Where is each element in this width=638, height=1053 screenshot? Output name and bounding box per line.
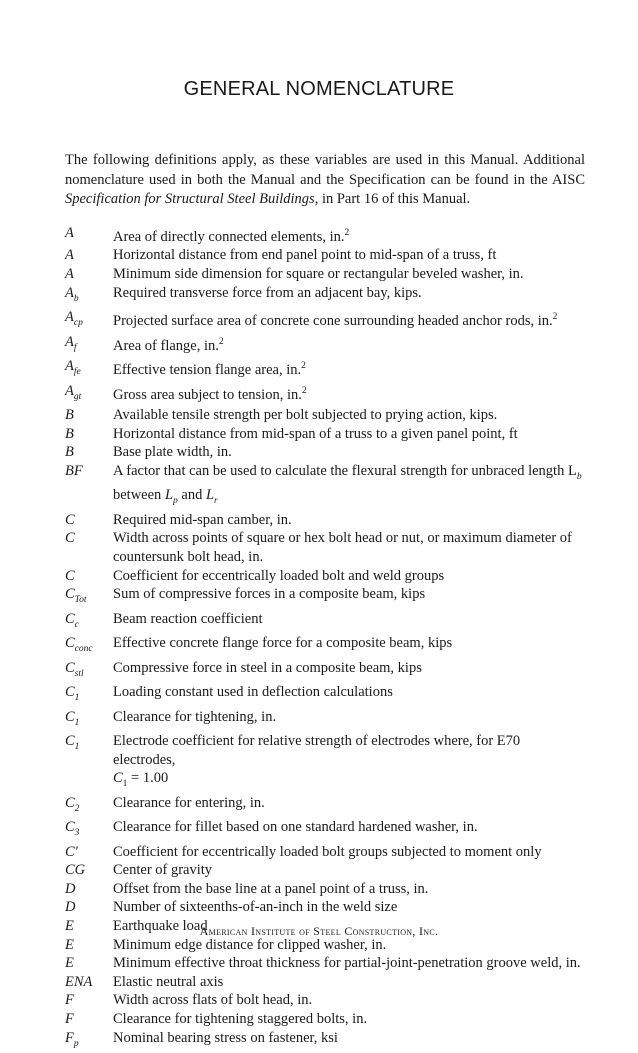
- symbol-letter: A: [65, 225, 74, 241]
- list-item: [65, 333, 585, 357]
- symbol-letter: D: [65, 880, 76, 897]
- symbol-subscript: 3: [74, 828, 80, 839]
- superscript: 2: [301, 361, 306, 372]
- symbol: [65, 425, 113, 444]
- symbol-letter: A: [65, 309, 74, 326]
- definition-text: and: [177, 487, 206, 504]
- symbol-letter: C: [65, 794, 75, 811]
- definition-text: Area of directly connected elements, in.: [113, 228, 345, 245]
- definition: Loading constant used in deflection calculations: [113, 684, 393, 701]
- list-item: [65, 462, 585, 511]
- definition: Required mid-span camber, in.: [113, 511, 292, 528]
- list-item: [65, 708, 585, 732]
- symbol: [65, 443, 113, 462]
- symbol: [65, 843, 113, 862]
- symbol-subscript: cp: [73, 317, 83, 328]
- definition: Required transverse force from an adjacent bay, kips.: [113, 284, 422, 301]
- list-item: [65, 585, 585, 609]
- list-item: [65, 265, 585, 284]
- symbol: [65, 991, 113, 1010]
- list-item: [65, 1010, 585, 1029]
- intro-text-2: , in Part 16 of this Manual.: [314, 191, 471, 207]
- symbol: [65, 406, 113, 425]
- symbol-letter: A: [65, 247, 74, 264]
- symbol-letter: C: [65, 635, 75, 652]
- symbol: [65, 265, 113, 284]
- list-item: [65, 843, 585, 862]
- symbol: [65, 1010, 113, 1029]
- definition: Earthquake load: [113, 918, 208, 935]
- list-item: [65, 973, 585, 992]
- definition: Available tensile strength per bolt subjected to prying action, kips.: [113, 407, 498, 424]
- symbol-subscript: 1: [74, 717, 80, 728]
- symbol-subscript: conc: [74, 644, 93, 655]
- symbol: [65, 382, 113, 406]
- list-item: [65, 224, 585, 246]
- definition: Compressive force in steel in a composite beam, kips: [113, 659, 422, 676]
- symbol-letter: CG: [65, 862, 86, 879]
- list-item: [65, 818, 585, 842]
- definition: Coefficient for eccentrically loaded bolt and weld groups: [113, 567, 445, 584]
- symbol-letter: B: [65, 407, 74, 424]
- definition: Center of gravity: [113, 862, 213, 879]
- symbol: [65, 954, 113, 973]
- symbol-letter: C: [65, 819, 75, 836]
- list-item: [65, 683, 585, 707]
- symbol-letter: C: [65, 733, 75, 750]
- definition: Clearance for fillet based on one standard hardened washer, in.: [113, 819, 478, 836]
- page-footer: American Institute of Steel Construction, Inc.: [199, 924, 439, 938]
- superscript: 2: [301, 385, 307, 396]
- symbol-letter: F: [65, 1011, 74, 1028]
- list-item: [65, 880, 585, 899]
- definition: Minimum effective throat thickness for partial-joint-penetration groove weld, in.: [113, 955, 581, 972]
- definition-text: between: [113, 487, 165, 504]
- definition: Offset from the base line at a panel point of a truss, in.: [113, 880, 429, 897]
- symbol-letter: C: [65, 659, 75, 676]
- definition: Effective concrete flange force for a composite beam, kips: [113, 635, 453, 652]
- definition-text: Area of flange, in.: [113, 337, 219, 354]
- symbol: [65, 333, 113, 357]
- list-item: [65, 425, 585, 444]
- definition: Sum of compressive forces in a composite beam, kips: [113, 586, 426, 603]
- symbol-letter: C': [65, 843, 78, 860]
- list-item: [65, 382, 585, 406]
- symbol: [65, 683, 113, 707]
- list-item: [65, 308, 585, 332]
- list-item: [65, 284, 585, 308]
- list-item: [65, 610, 585, 634]
- symbol: [65, 511, 113, 530]
- superscript: 2: [552, 312, 558, 323]
- symbol-subscript: b: [73, 293, 79, 304]
- symbol-letter: C: [65, 610, 75, 627]
- symbol-letter: E: [65, 955, 74, 972]
- symbol: [65, 708, 113, 732]
- superscript: 2: [344, 228, 350, 238]
- symbol-subscript: gt: [73, 391, 82, 402]
- list-item: [65, 529, 585, 566]
- symbol-letter: C: [65, 511, 75, 528]
- symbol: [65, 861, 113, 880]
- symbol-letter: A: [65, 333, 74, 350]
- symbol: [65, 224, 113, 246]
- symbol: [65, 610, 113, 634]
- symbol-subscript: fe: [73, 366, 81, 377]
- definition: [113, 308, 585, 332]
- definition: Horizontal distance from mid-span of a truss to a given panel point, ft: [113, 425, 518, 442]
- symbol: [65, 973, 113, 992]
- symbol: [65, 284, 113, 308]
- symbol: [65, 634, 113, 658]
- symbol-letter: A: [65, 284, 74, 301]
- list-item: [65, 357, 585, 381]
- symbol-subscript: Tot: [74, 595, 87, 606]
- definition: [113, 224, 585, 246]
- symbol-subscript: 2: [74, 803, 80, 814]
- subscript: p: [173, 496, 178, 507]
- symbol: [65, 898, 113, 917]
- list-item: [65, 954, 585, 973]
- symbol-subscript: stl: [74, 668, 84, 679]
- definition-text: Effective tension flange area, in.: [113, 361, 302, 378]
- symbol-letter: A: [65, 382, 74, 399]
- definition: [113, 732, 585, 794]
- symbol-letter: C: [65, 708, 75, 725]
- definition-text: Gross area subject to tension, in.: [113, 386, 302, 403]
- symbol: [65, 246, 113, 265]
- symbol: [65, 794, 113, 818]
- list-item: [65, 634, 585, 658]
- definition: Minimum side dimension for square or rectangular beveled washer, in.: [113, 266, 524, 283]
- list-item: [65, 794, 585, 818]
- symbol-subscript: 1: [74, 692, 80, 703]
- definition: [113, 462, 585, 511]
- subscript: r: [214, 496, 218, 507]
- symbol-letter: C: [65, 530, 75, 547]
- symbol-letter: ENA: [65, 973, 93, 990]
- symbol: [65, 818, 113, 842]
- definition: Horizontal distance from end panel point to mid-span of a truss, ft: [113, 247, 497, 264]
- symbol-letter: E: [65, 918, 74, 935]
- definition: Beam reaction coefficient: [113, 610, 263, 627]
- definition-text: A factor that can be used to calculate the flexural strength for unbraced length L: [113, 462, 577, 479]
- symbol-letter: E: [65, 936, 74, 953]
- definition: Coefficient for eccentrically loaded bolt groups subjected to moment only: [113, 843, 542, 860]
- definition: Clearance for entering, in.: [113, 794, 265, 811]
- definition: [113, 382, 585, 406]
- definition: [113, 357, 585, 381]
- list-item: [65, 898, 585, 917]
- list-item: [65, 511, 585, 530]
- symbol: [65, 1029, 113, 1053]
- symbol-letter: BF: [65, 462, 83, 479]
- definition: Minimum edge distance for clipped washer, in.: [113, 936, 387, 953]
- symbol-letter: C: [65, 684, 75, 701]
- subscript: 1: [122, 779, 128, 790]
- definition: [113, 333, 585, 357]
- symbol: [65, 308, 113, 332]
- subscript: b: [576, 471, 582, 482]
- page-title: GENERAL NOMENCLATURE: [183, 78, 455, 100]
- symbol: [65, 567, 113, 586]
- list-item: [65, 443, 585, 462]
- symbol: [65, 357, 113, 381]
- list-item: [65, 991, 585, 1010]
- symbol-letter: A: [65, 358, 74, 375]
- symbol-letter: A: [65, 266, 74, 283]
- list-item: [65, 732, 585, 794]
- list-item: [65, 567, 585, 586]
- symbol: [65, 732, 113, 794]
- list-item: [65, 246, 585, 265]
- symbol: [65, 659, 113, 683]
- list-item: [65, 659, 585, 683]
- symbol-letter: F: [65, 992, 74, 1009]
- list-item: [65, 861, 585, 880]
- symbol-subscript: p: [73, 1038, 79, 1049]
- definition: Nominal bearing stress on fastener, ksi: [113, 1029, 338, 1046]
- definition-text: Electrode coefficient for relative strength of electrodes where, for E70 electrodes,: [113, 733, 521, 768]
- symbol: [65, 529, 113, 566]
- intro-text-1: The following definitions apply, as these variables are used in this Manual. Additional nomenclature used in both the Manual and the Specification can be found in the AISC: [65, 152, 585, 188]
- symbol-letter: C: [65, 586, 75, 603]
- intro-specification-title: Specification for Structural Steel Buildings: [65, 191, 315, 207]
- definition: Base plate width, in.: [113, 444, 232, 461]
- definition: Width across points of square or hex bolt head or nut, or maximum diameter of countersunk bolt head, in.: [113, 530, 572, 565]
- list-item: [65, 1029, 585, 1053]
- variable: L: [205, 487, 215, 504]
- symbol-letter: D: [65, 899, 76, 916]
- symbol-subscript: 1: [74, 741, 80, 752]
- variable: C: [113, 770, 123, 787]
- symbol: [65, 880, 113, 899]
- variable: L: [164, 487, 174, 504]
- symbol-letter: B: [65, 444, 74, 461]
- symbol-letter: B: [65, 425, 74, 442]
- superscript: 2: [218, 336, 224, 347]
- definition: Clearance for tightening, in.: [113, 708, 277, 725]
- symbol-letter: C: [65, 567, 75, 584]
- definition: Clearance for tightening staggered bolts, in.: [113, 1011, 368, 1028]
- symbol-subscript: c: [74, 619, 79, 630]
- symbol-letter: F: [65, 1029, 74, 1046]
- definition-text: Projected surface area of concrete cone surrounding headed anchor rods, in.: [113, 312, 553, 329]
- intro-paragraph: [65, 151, 585, 210]
- symbol-subscript: f: [73, 342, 77, 353]
- list-item: [65, 406, 585, 425]
- symbol: [65, 585, 113, 609]
- definition: Width across flats of bolt head, in.: [113, 992, 313, 1009]
- definition: Number of sixteenths-of-an-inch in the weld size: [113, 899, 398, 916]
- definition: Elastic neutral axis: [113, 973, 224, 990]
- symbol: [65, 462, 113, 511]
- definition-text: = 1.00: [127, 770, 169, 787]
